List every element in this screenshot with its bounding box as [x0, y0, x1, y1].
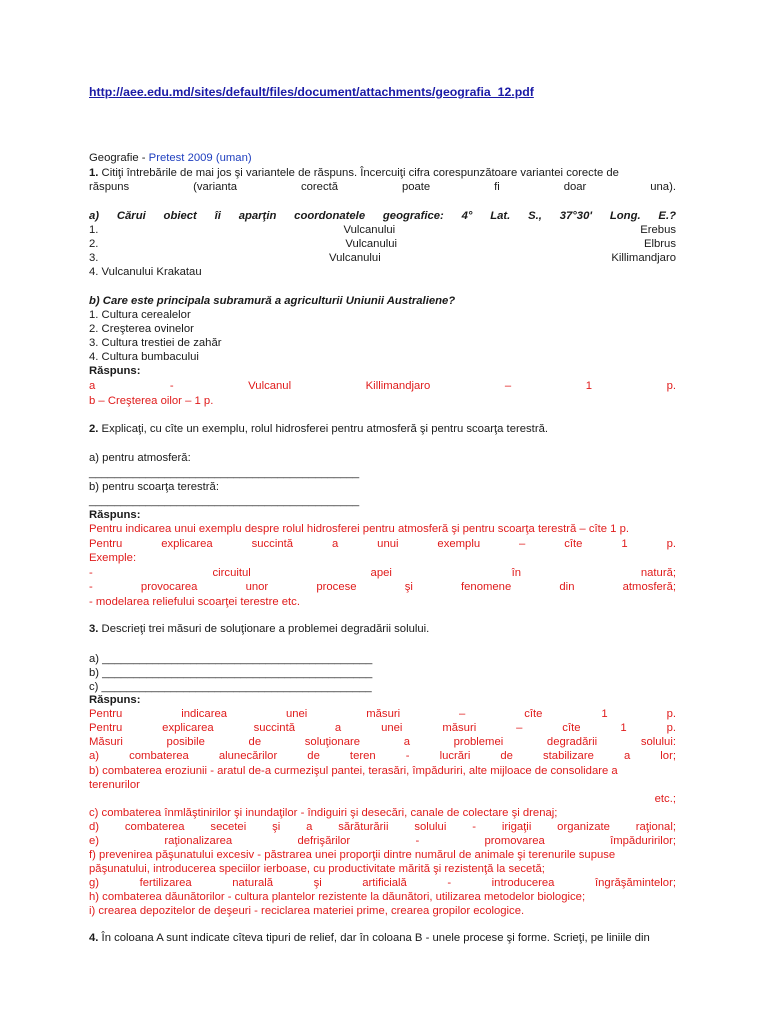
q1-a-option-3: 3. Vulcanului Killimandjaro: [89, 252, 676, 264]
q1-b-option-3: 3. Cultura trestiei de zahăr: [89, 337, 222, 349]
source-link[interactable]: http://aee.edu.md/sites/default/files/document/attachments/geografia_12.pdf: [89, 85, 534, 99]
test-name: Pretest 2009 (uman): [148, 152, 252, 164]
q2-answer-1: Pentru indicarea unui exemplu despre rolul hidrosferei pentru atmosferă şi pentru scoarţa terestră – cîte 1 p.: [89, 523, 630, 535]
q1-a-option-2: 2. Vulcanului Elbrus: [89, 238, 676, 250]
q1-a-option-1: 1. Vulcanului Erebus: [89, 224, 676, 236]
test-header: [89, 151, 676, 165]
q2-text: Explicaţi, cu cîte un exemplu, rolul hidrosferei pentru atmosferă şi pentru scoarţa terestră.: [98, 423, 548, 435]
q3-answer-1: Pentru indicarea unei măsuri – cîte 1 p.: [89, 708, 676, 720]
q3-answer-4: a) combaterea alunecărilor de teren - lucrări de stabilizare a lor;: [89, 750, 676, 762]
q3-answer-12: păşunatului, introducerea speciilor ierboase, cu productivitate mărită şi rezistenţă la secetă;: [89, 863, 545, 875]
q1-intro-text: Citiţi întrebările de mai jos şi variantele de răspuns. Încercuiţi cifra corespunzătoare variantei corecte de: [98, 167, 619, 179]
q3-answer-14: h) combaterea dăunătorilor - cultura plantelor rezistente la dăunători, utilizarea metodelor biologice;: [89, 891, 586, 903]
q2-b-label: b) pentru scoarţa terestră:: [89, 481, 219, 493]
q3-answer-6: terenurilor: [89, 779, 140, 791]
q1-b-option-2: 2. Creşterea ovinelor: [89, 323, 194, 335]
q3-text: Descrieţi trei măsuri de soluţionare a problemei degradării solului.: [98, 623, 430, 635]
q3-number: 3.: [89, 623, 99, 635]
q2-answer-2: Pentru explicarea succintă a unui exemplu – cîte 1 p.: [89, 538, 676, 550]
q3-blank-b: b) ___________________________________________: [89, 667, 373, 679]
q4-question: [89, 931, 676, 945]
q3-blank-a: a) ___________________________________________: [89, 653, 373, 665]
q3-blank-c: c) ___________________________________________: [89, 681, 372, 693]
q3-answer-3: Măsuri posibile de soluţionare a problemei degradării solului:: [89, 736, 676, 748]
q2-number: 2.: [89, 423, 99, 435]
q2-answer-4: - circuitul apei în natură;: [89, 567, 676, 579]
q2-a-blank: ___________________________________________: [89, 467, 360, 479]
q1-intro-line2: răspuns (varianta corectă poate fi doar una).: [89, 181, 676, 193]
q1-number: 1.: [89, 167, 99, 179]
q3-question: [89, 622, 676, 636]
q2-question: [89, 422, 676, 436]
q3-answer-15: i) crearea depozitelor de deşeuri - reciclarea materiei prime, crearea gropilor ecologice.: [89, 905, 525, 917]
source-link-line: [89, 85, 676, 100]
q1-intro-line1: [89, 166, 676, 180]
q3-answer-2: Pentru explicarea succintă a unei măsuri – cîte 1 p.: [89, 722, 676, 734]
q3-answer-7: etc.;: [654, 793, 676, 805]
q2-a-label: a) pentru atmosferă:: [89, 452, 191, 464]
q3-answer-5: b) combaterea eroziunii - aratul de-a curmezişul pantei, terasări, împăduriri, alte mijloace de consolidare a: [89, 765, 618, 777]
q1-answer-label: Răspuns:: [89, 365, 141, 377]
q1-b-option-4: 4. Cultura bumbacului: [89, 351, 199, 363]
q1-b-option-1: 1. Cultura cerealelor: [89, 309, 191, 321]
q3-answer-10: e) raţionalizarea defrişărilor - promovarea împăduririlor;: [89, 835, 676, 847]
q2-answer-3: Exemple:: [89, 552, 137, 564]
q3-answer-9: d) combaterea secetei şi a sărăturării solului - irigaţii organizate raţional;: [89, 821, 676, 833]
q3-answer-label: Răspuns:: [89, 694, 141, 706]
q2-answer-label: Răspuns:: [89, 509, 141, 521]
q3-answer-13: g) fertilizarea naturală şi artificială - introducerea îngrăşămintelor;: [89, 877, 676, 889]
q3-answer-11: f) prevenirea păşunatului excesiv - păstrarea unei proporţii dintre numărul de animale şi terenurile supuse: [89, 849, 616, 861]
q4-number: 4.: [89, 932, 99, 944]
q1-a-option-4: 4. Vulcanului Krakatau: [89, 266, 202, 278]
subject-label: Geografie -: [89, 152, 149, 164]
q1-a-question: a) Cărui obiect îi aparţin coordonatele geografice: 4° Lat. S., 37°30' Long. E.?: [89, 210, 676, 222]
q2-answer-6: - modelarea reliefului scoarţei terestre etc.: [89, 596, 300, 608]
q4-text: În coloana A sunt indicate cîteva tipuri de relief, dar în coloana B - unele procese şi forme. Scrieţi, pe liniile din: [98, 932, 650, 944]
q2-b-blank: ___________________________________________: [89, 495, 360, 507]
q1-answer-a: a - Vulcanul Killimandjaro – 1 p.: [89, 380, 676, 392]
q1-b-question: b) Care este principala subramură a agriculturii Uniunii Australiene?: [89, 295, 456, 307]
q2-answer-5: - provocarea unor procese şi fenomene din atmosferă;: [89, 581, 676, 593]
q1-answer-b: b – Creşterea oilor – 1 p.: [89, 395, 214, 407]
q3-answer-8: c) combaterea înmlăştinirilor şi inundaţilor - îndiguiri şi desecări, canale de colectare şi drenaj;: [89, 807, 558, 819]
